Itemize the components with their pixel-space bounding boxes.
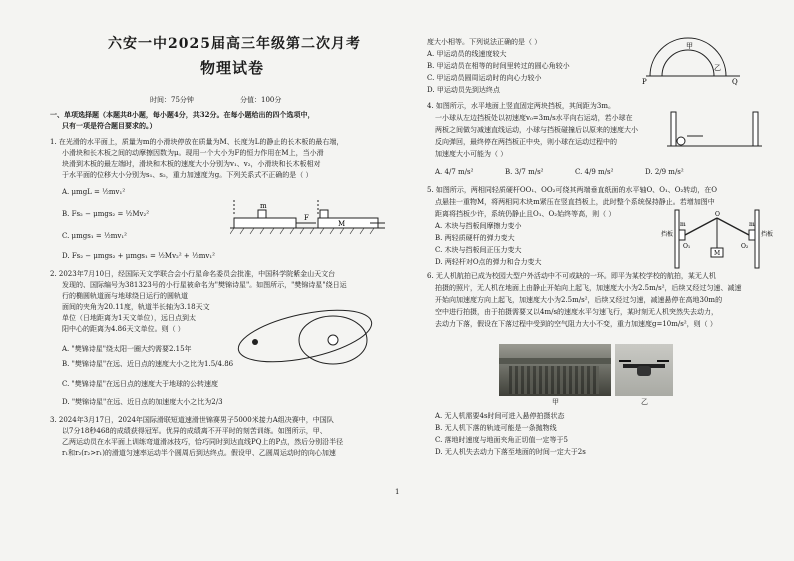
q5-fig-o2: O₂ xyxy=(741,243,749,250)
q3-option-a: A. 甲运动员的线速度较大 xyxy=(427,50,507,58)
q1-option-b: B. Fs₂ − μmgs₂ = ½Mv₂² xyxy=(62,210,150,218)
q3-stem-line: 3. 2024年3月17日，2024年国际滑联短道速滑世锦赛男子5000米接力A组决赛中，中国队 xyxy=(50,416,334,424)
section-heading-2: 只有一项是符合题目要求的。） xyxy=(62,121,157,130)
q2-stem-line: 2. 2023年7月10日，经国际天文学联合会小行星命名委员会批准，中国科学院紫金山天文台 xyxy=(50,270,336,278)
q5-option-c: C. 木块与挡板间正压力变大 xyxy=(435,246,522,254)
q4-stem-line: 两板之间做匀减速直线运动，小球与挡板碰撞后以原来的速度大小 xyxy=(435,126,638,134)
q6-option-b: B. 无人机下落的轨迹可能是一条抛物线 xyxy=(435,424,557,432)
q3-fig-q: Q xyxy=(732,78,738,86)
q3-stem-line: 以7分18秒468的成绩获得冠军。优异的成绩离不开平时的刻苦训练。如图所示，甲、 xyxy=(62,427,327,435)
q3-option-b: B. 甲运动员在相等的时间里转过的圆心角较小 xyxy=(427,62,570,70)
q1-fig-m-label: m xyxy=(260,202,267,210)
q6-option-d: D. 无人机失去动力下落至地面的时间一定大于2s xyxy=(435,448,586,456)
q2-option-c: C. "樊锦诗星"在远日点的速度大于地球的公转速度 xyxy=(62,380,218,388)
q6-stem-line: 空中进行拍摄，由于拍摄需要又以4m/s的速度水平匀速飞行，某时刻无人机突然失去动力， xyxy=(435,308,719,316)
q2-stem-line: 单位（日地距离为1天文单位），远日点到太 xyxy=(62,314,196,322)
exam-title: 六安一中2025届高三年级第二次月考 xyxy=(108,36,361,52)
q5-option-a: A. 木块与挡板间摩擦力变小 xyxy=(435,222,522,230)
q6-stem-line: 开始向加速度方向上起飞，加速度大小为2.5m/s²，后续又经过匀速，减速悬停在高地30m的 xyxy=(435,296,723,304)
q4-option-a: A. 4/7 m/s² xyxy=(435,168,474,176)
q4-stem-line: 加速度大小可能为（ ） xyxy=(435,150,508,158)
exam-score: 分值：100分 xyxy=(240,96,282,104)
q1-stem-line: 1. 在光滑的水平面上，质量为m的小滑块停放在质量为M、长度为L的静止的长木板的最右端， xyxy=(50,138,344,146)
q1-stem-line: 块滑到木板的最左端时，滑块和木板的速度大小分别为v₁、v₂，小滑块和长木板相对 xyxy=(62,160,321,168)
q4-option-d: D. 2/9 m/s² xyxy=(645,168,684,176)
q4-stem-line: 4. 如图所示，水平地面上竖直固定两块挡板，其间距为3m。 xyxy=(427,102,615,110)
q2-stem-line: 阳中心的距离为4.86天文单位。则（ ） xyxy=(62,325,185,333)
q6-stem-line: 去动力下落，假设在下落过程中受到的空气阻力大小不变，重力加速度g=10m/s²，则（ ） xyxy=(435,320,717,328)
q3-fig-jia: 甲 xyxy=(686,42,693,50)
q5-fig-o: O xyxy=(715,211,720,218)
q3-track-figure xyxy=(642,36,742,86)
q3-stem-line: 乙两运动员在水平面上训练弯道滑冰技巧，恰巧同时到达直线PQ上的P点，然后分别沿半径 xyxy=(62,438,344,446)
q5-option-b: B. 两轻质硬杆的弹力变大 xyxy=(435,234,515,242)
exam-subtitle: 物理试卷 xyxy=(200,59,265,77)
q6-option-c: C. 落地时速度与地面夹角正切值一定等于5 xyxy=(435,436,569,444)
page-number: 1 xyxy=(395,488,400,496)
drone-photo-field xyxy=(499,344,611,396)
q5-figure xyxy=(659,208,777,270)
q5-fig-m2: m xyxy=(749,221,755,228)
q4-option-b: B. 3/7 m/s² xyxy=(505,168,544,176)
q4-stem-line: 一小球从左边挡板处以初速度v₀=3m/s水平向右运动，若小球在 xyxy=(435,114,633,122)
q3-stem-line: r₁和r₂(r₂>r₁)的滑道匀速率运动半个圆周后到达终点。假设甲、乙圆周运动时的向心加速 xyxy=(62,449,336,457)
q4-option-c: C. 4/9 m/s² xyxy=(575,168,614,176)
q5-fig-dang1: 挡板 xyxy=(661,231,674,238)
q2-stem-line: 发现的、国际编号为381323号的小行星被命名为"樊锦诗星"。如图所示，"樊锦诗星"绕日运 xyxy=(62,281,347,289)
q5-option-d: D. 两轻杆对O点的弹力和合力变大 xyxy=(435,258,542,266)
section-heading: 一、单项选择题（本题共8小题，每小题4分，共32分。在每小题给出的四个选项中， xyxy=(50,110,315,119)
q5-fig-o1: O₁ xyxy=(683,243,691,250)
q1-option-c: C. μmgs₁ = ½mv₁² xyxy=(62,232,127,240)
q1-option-d: D. Fs₂ − μmgs₂ + μmgs₁ = ½Mv₂² + ½mv₁² xyxy=(62,252,215,260)
drone-photo-closeup xyxy=(615,344,673,396)
q1-stem-line: 小滑块和长木板之间的动摩擦因数为μ。现用一个大小为F的恒力作用在M上，当小滑 xyxy=(62,149,324,157)
q1-fig-f-label: F xyxy=(304,214,309,222)
q2-option-a: A. "樊锦诗星"绕太阳一圈大约需要2.15年 xyxy=(62,345,192,353)
q2-orbit-figure xyxy=(235,298,380,378)
q2-option-d: D. "樊锦诗星"在远、近日点的加速度大小之比为2/3 xyxy=(62,398,223,406)
q3-option-c: C. 甲运动员圆周运动时的向心力较小 xyxy=(427,74,542,82)
q5-fig-m1: m xyxy=(680,221,686,228)
exam-time: 时间：75分钟 xyxy=(150,96,194,104)
q4-figure xyxy=(667,108,762,150)
q6-stem-line: 拍摄的照片，无人机在地面上由静止开始向上起飞，加速度大小为2.5m/s²，后续又经过匀速、减速 xyxy=(435,284,742,292)
q3-stem-continued: 度大小相等。下列说法正确的是（ ） xyxy=(427,38,542,46)
q2-stem-line: 行的椭圆轨道面与地球绕日运行的圆轨道 xyxy=(62,292,188,300)
q5-fig-dang2: 挡板 xyxy=(761,231,774,238)
q1-fig-M-label: M xyxy=(338,220,346,228)
q6-option-a: A. 无人机需要4s时间可进入悬停拍摄状态 xyxy=(435,412,565,420)
q6-stem-line: 6. 无人机航拍已成为校园大型户外活动中不可或缺的一环。即平为某校学校的航拍，某无人机 xyxy=(427,272,716,280)
q2-option-b: B. "樊锦诗星"在远、近日点的速度大小之比为1.5/4.86 xyxy=(62,360,234,368)
q1-stem-line: 于水平面的位移大小分别为s₁、s₂，重力加速度为g。下列关系式不正确的是（ ） xyxy=(62,171,313,179)
photo-label-b: 乙 xyxy=(641,398,648,406)
q5-stem-line: 点悬挂一重物M，将两相同木块m紧压在竖直挡板上，此时整个系统保持静止。若增加图中 xyxy=(435,198,715,206)
q5-fig-M: M xyxy=(714,250,721,257)
q4-stem-line: 反向弹回，最终停在两挡板正中央，则小球在运动过程中的 xyxy=(435,138,617,146)
q3-option-d: D. 甲运动员先到达终点 xyxy=(427,86,500,94)
q3-fig-p: P xyxy=(642,78,647,86)
q5-stem-line: 距离将挡板少许，系统仍静止且O₁、O₂始终等高，则（ ） xyxy=(435,210,616,218)
q3-fig-yi: 乙 xyxy=(714,64,721,72)
q1-option-a: A. μmgL = ½mv₁² xyxy=(62,188,126,196)
q5-stem-line: 5. 如图所示，两相同轻质硬杆OO₁、OO₂可绕其两端垂直纸面的水平轴O、O₁、O₂转动，在O xyxy=(427,186,718,194)
q2-stem-line: 面间的夹角为20.11度，轨道半长轴为3.18天文 xyxy=(62,303,210,311)
q1-figure xyxy=(230,198,385,236)
photo-label-a: 甲 xyxy=(552,398,559,406)
